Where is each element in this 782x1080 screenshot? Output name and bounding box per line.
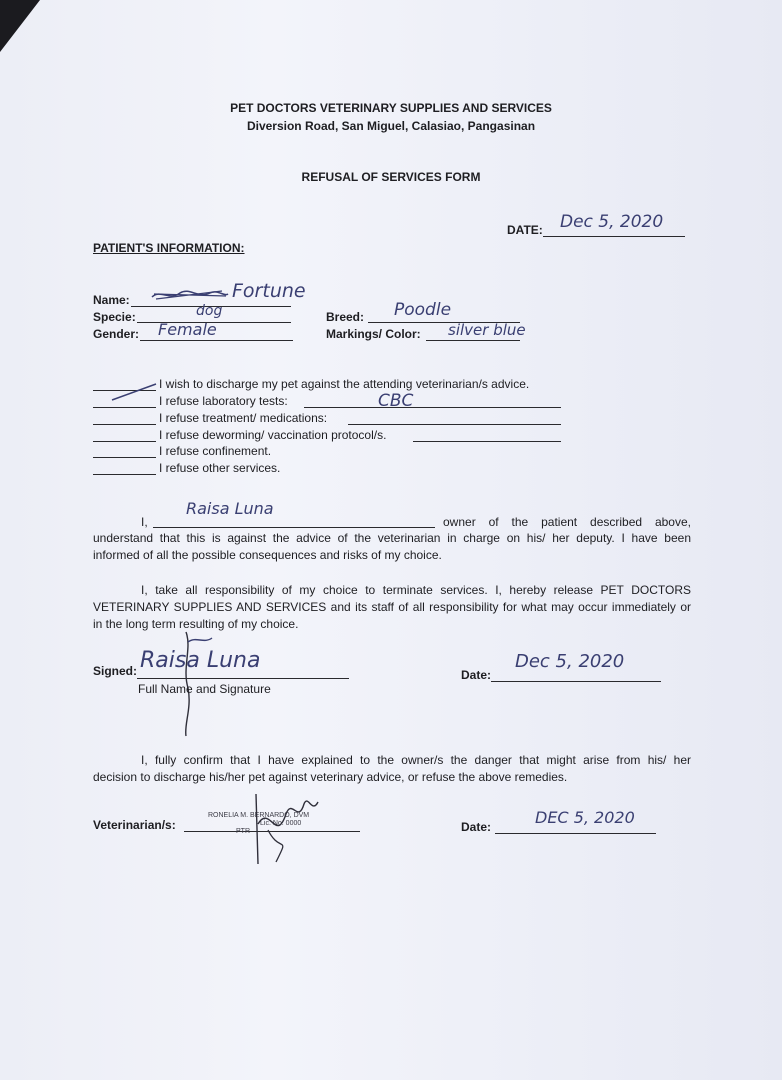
company-address: Diversion Road, San Miguel, Calasiao, Pangasinan bbox=[246, 119, 536, 133]
markings-line bbox=[426, 340, 520, 341]
vet-date-handwritten[interactable]: DEC 5, 2020 bbox=[535, 808, 635, 827]
torn-corner bbox=[0, 0, 40, 52]
statement1-body bbox=[93, 530, 691, 564]
stamp-name: RONELIA M. BERNARDO, DVM bbox=[208, 812, 310, 819]
name-label: Name: bbox=[93, 293, 130, 307]
statement2-line1: I, take all responsibility of my choice to terminate services. I, hereby release PET DOCTORS bbox=[141, 583, 691, 597]
option-other: I refuse other services. bbox=[159, 461, 281, 475]
signed-date-handwritten[interactable]: Dec 5, 2020 bbox=[515, 651, 625, 672]
signed-date-line bbox=[491, 681, 661, 682]
specie-handwritten[interactable]: dog bbox=[196, 303, 223, 319]
option-deworming: I refuse deworming/ vaccination protocol/s. bbox=[159, 428, 387, 442]
statement1-prefix: I, bbox=[141, 515, 148, 529]
patient-info-title: PATIENT'S INFORMATION: bbox=[93, 241, 245, 255]
statement1-line2: understand that this is against the advice of the veterinarian in charge on his/ her deputy. I have been bbox=[93, 531, 691, 545]
owner-signature[interactable]: Raisa Luna bbox=[140, 648, 261, 673]
breed-label: Breed: bbox=[326, 310, 365, 324]
form-title: REFUSAL OF SERVICES FORM bbox=[301, 170, 481, 184]
gender-label: Gender: bbox=[93, 327, 140, 341]
signed-date-label: Date: bbox=[461, 668, 492, 682]
date-handwritten[interactable]: Dec 5, 2020 bbox=[560, 212, 664, 232]
owner-name-line bbox=[153, 527, 435, 528]
gender-handwritten[interactable]: Female bbox=[158, 320, 217, 339]
statement1-line3: informed of all the possible consequences and risks of my choice. bbox=[93, 548, 442, 562]
statement3-line2: decision to discharge his/her pet against veterinary advice, or refuse the above remedies. bbox=[93, 770, 568, 784]
lab-tests-handwritten[interactable]: CBC bbox=[378, 391, 414, 411]
statement3 bbox=[93, 752, 691, 786]
option-line-2[interactable] bbox=[93, 407, 156, 408]
veterinarian-signature[interactable] bbox=[246, 784, 326, 868]
option-lab-tests: I refuse laboratory tests: bbox=[159, 394, 288, 408]
option-treatment: I refuse treatment/ medications: bbox=[159, 411, 328, 425]
date-line bbox=[543, 236, 685, 237]
statement2 bbox=[93, 582, 691, 633]
option-checkmark bbox=[110, 382, 160, 402]
vet-date-label: Date: bbox=[461, 820, 492, 834]
crossed-out-scribble bbox=[150, 285, 230, 305]
name-handwritten[interactable]: Fortune bbox=[232, 280, 306, 302]
signed-label: Signed: bbox=[93, 664, 137, 678]
signature-caption: Full Name and Signature bbox=[138, 682, 271, 696]
date-label: DATE: bbox=[507, 223, 543, 237]
option-discharge: I wish to discharge my pet against the attending veterinarian/s advice. bbox=[159, 377, 530, 391]
vet-date-line bbox=[495, 833, 656, 834]
breed-handwritten[interactable]: Poodle bbox=[394, 300, 452, 320]
owner-name-handwritten[interactable]: Raisa Luna bbox=[186, 499, 274, 518]
lab-tests-line bbox=[304, 407, 561, 408]
stamp-license: Lic. No. 0000 bbox=[260, 820, 302, 827]
markings-label: Markings/ Color: bbox=[326, 327, 421, 341]
statement3-line1: I, fully confirm that I have explained to the owner/s the danger that might arise from his/ her bbox=[141, 753, 691, 767]
statement2-line2: VETERINARY SUPPLIES AND SERVICES and its staff of all responsibility for what may occur immediately or bbox=[93, 600, 691, 614]
option-confinement: I refuse confinement. bbox=[159, 444, 272, 458]
option-line-3[interactable] bbox=[93, 424, 156, 425]
deworming-line bbox=[413, 441, 561, 442]
gender-line bbox=[140, 340, 293, 341]
statement2-line3: in the long term resulting of my choice. bbox=[93, 617, 299, 631]
option-line-6[interactable] bbox=[93, 474, 156, 475]
statement1-line1: owner of the patient described above, bbox=[443, 515, 691, 529]
option-line-4[interactable] bbox=[93, 441, 156, 442]
treatment-line bbox=[348, 424, 561, 425]
specie-label: Specie: bbox=[93, 310, 136, 324]
option-line-5[interactable] bbox=[93, 457, 156, 458]
stamp-ptr: PTR bbox=[236, 828, 250, 835]
markings-handwritten[interactable]: silver blue bbox=[448, 321, 526, 339]
company-name: PET DOCTORS VETERINARY SUPPLIES AND SERVICES bbox=[230, 101, 552, 115]
signed-line bbox=[137, 678, 349, 679]
veterinarian-label: Veterinarian/s: bbox=[93, 818, 176, 832]
